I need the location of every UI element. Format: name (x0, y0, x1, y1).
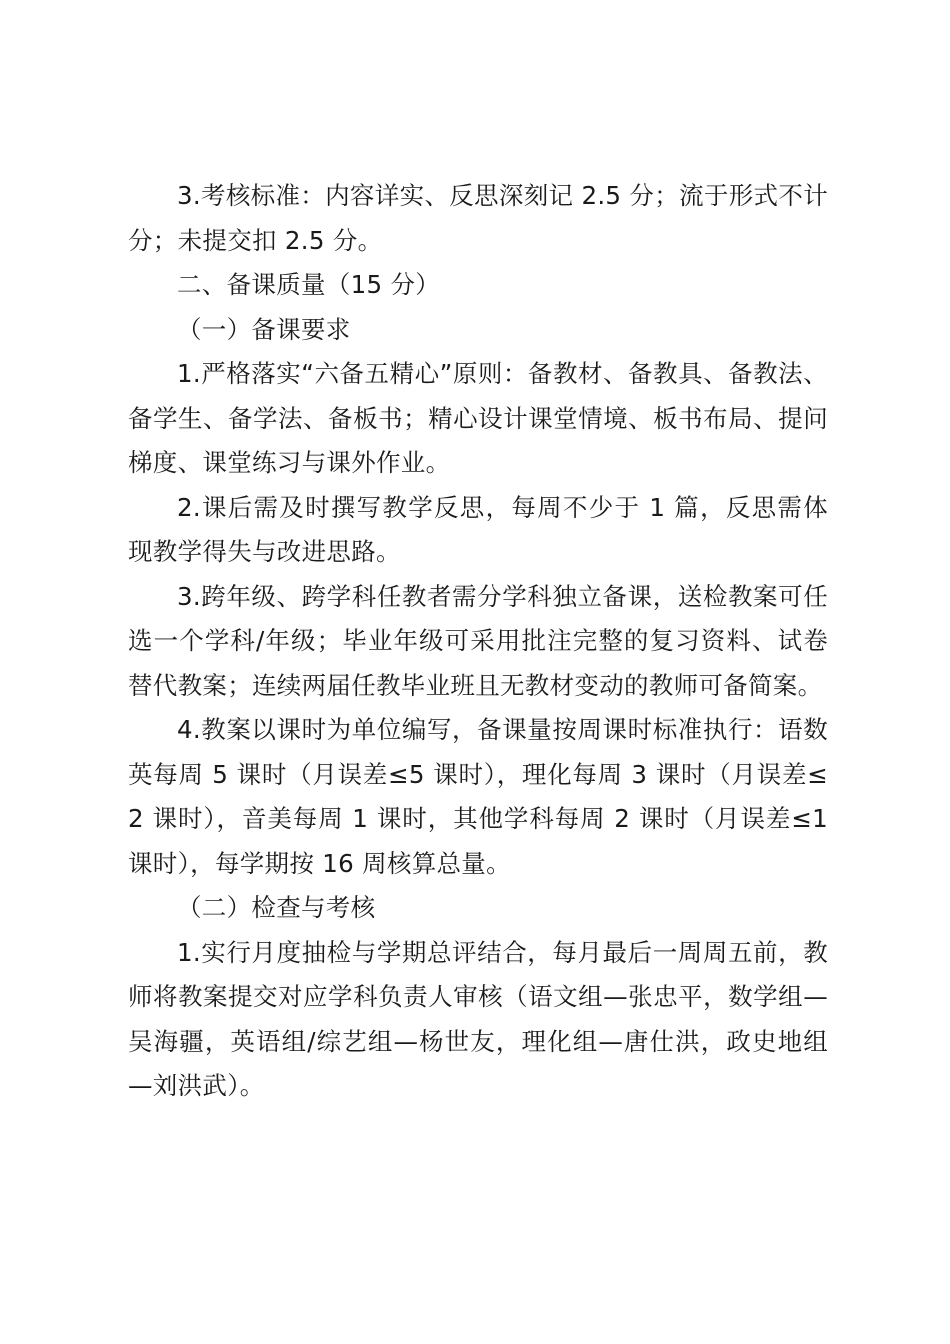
section-heading-lesson-prep-quality: 二、备课质量（15 分） (177, 270, 441, 299)
paragraph-requirement-1: 1.严格落实“六备五精心”原则：备教材、备教具、备教法、备学生、备学法、备板书；精心设计课堂情境、板书布局、提问梯度、课堂练习与课外作业。 (128, 359, 828, 477)
paragraph-inspection-1: 1.实行月度抽检与学期总评结合，每月最后一周周五前，教师将教案提交对应学科负责人审核（语文组—张忠平，数学组—吴海疆，英语组/综艺组—杨世友，理化组—唐仕洪，政史地组—刘洪武）。 (128, 937, 828, 1100)
document-body (128, 174, 828, 1109)
paragraph-requirement-3: 3.跨年级、跨学科任教者需分学科独立备课，送检教案可任选一个学科/年级；毕业年级可采用批注完整的复习资料、试卷替代教案；连续两届任教毕业班且无教材变动的教师可备简案。 (128, 581, 828, 700)
subsection-heading-inspection: （二）检查与考核 (177, 893, 376, 922)
paragraph-assessment-standard: 3.考核标准：内容详实、反思深刻记 2.5 分；流于形式不计分；未提交扣 2.5 分。 (128, 181, 828, 255)
paragraph-requirement-2: 2.课后需及时撰写教学反思，每周不少于 1 篇，反思需体现教学得失与改进思路。 (128, 492, 828, 566)
paragraph-requirement-4: 4.教案以课时为单位编写，备课量按周课时标准执行：语数英每周 5 课时（月误差≤5 课时），理化每周 3 课时（月误差≤2 课时），音美每周 1 课时，其他学科每周 2 课时（月误差≤1 课时），每学期按 16 周核算总量。 (128, 715, 828, 878)
subsection-heading-lesson-prep-requirements: （一）备课要求 (177, 314, 351, 344)
